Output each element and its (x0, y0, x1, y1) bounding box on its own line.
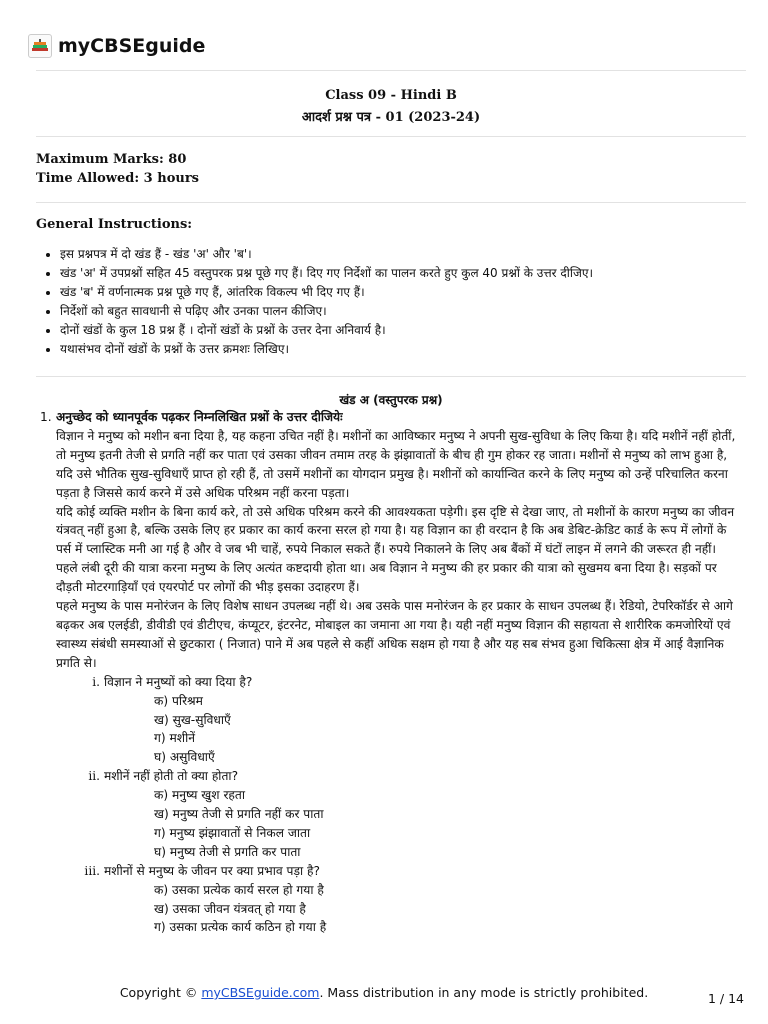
instructions-divider (36, 376, 746, 377)
instruction-item: • खंड 'ब' में वर्णनात्मक प्रश्न पूछे गए हैं, आंतरिक विकल्प भी दिए गए हैं। (60, 283, 760, 302)
option: ख) सुख-सुविधाएँ (154, 712, 231, 727)
option: ग) मशीनें (154, 731, 195, 746)
site-link[interactable]: myCBSEguide.com (201, 985, 320, 1000)
class-line: Class 09 - Hindi B (325, 88, 457, 103)
page-number: 1 / 14 (707, 991, 744, 1006)
option: क) परिश्रम (154, 693, 203, 708)
books-logo-icon (28, 34, 52, 58)
site-header (28, 30, 205, 62)
copyright-suffix: . Mass distribution in any mode is strictly prohibited. (319, 985, 649, 1000)
subquestion (88, 767, 740, 862)
meta-divider (36, 202, 746, 203)
option: ख) उसका जीवन यंत्रवत् हो गया है (154, 901, 306, 916)
option: घ) मनुष्य तेजी से प्रगति कर पाता (154, 844, 301, 859)
option: ग) उसका प्रत्येक कार्य कठिन हो गया है (154, 920, 327, 935)
option: क) उसका प्रत्येक कार्य सरल हो गया है (154, 882, 324, 897)
option: घ) असुविधाएँ (154, 750, 215, 765)
option: क) मनुष्य खुश रहता (154, 788, 246, 803)
copyright-footer (0, 985, 768, 1000)
subquestion-number: iii. (84, 863, 100, 878)
subquestion-number: ii. (88, 769, 100, 784)
passage-paragraph: पहले लंबी दूरी की यात्रा करना मनुष्य के लिए अत्यंत कष्टदायी होता था। अब विज्ञान ने मनुष्य की हर प्रकार की यात्रा को सुखमय बना दिया है। सड़कों पर दौड़ती मोटरगाड़ियाँ एवं एयरपोर्ट पर लोगों की भीड़ इसका उदाहरण हैं। (56, 561, 717, 595)
question-title: अनुच्छेद को ध्यानपूर्वक पढ़कर निम्नलिखित प्रश्नों के उत्तर दीजियेः (56, 410, 343, 424)
question-number: 1. (40, 410, 52, 424)
subquestion-number: i. (92, 674, 100, 689)
paper-title: आदर्श प्रश्न पत्र - 01 (2023-24) (301, 110, 481, 125)
question-1 (40, 408, 740, 937)
subquestion-text: विज्ञान ने मनुष्यों को क्या दिया है? (104, 674, 253, 689)
instructions-title: General Instructions: (36, 217, 193, 232)
time-allowed: Time Allowed: 3 hours (36, 171, 199, 186)
subquestion (84, 862, 740, 938)
option: ग) मनुष्य झंझावातों से निकल जाता (154, 825, 311, 840)
instruction-item: • खंड 'अ' में उपप्रश्नों सहित 45 वस्तुपरक प्रश्न पूछे गए हैं। दिए गए निर्देशों का पालन करते हुए कुल 40 प्रश्नों के उत्तर दीजिए। (60, 264, 760, 283)
instruction-item: • दोनों खंडों के कुल 18 प्रश्न हैं । दोनों खंडों के प्रश्नों के उत्तर देना अनिवार्य है। (60, 321, 760, 340)
subquestion-text: मशीनों से मनुष्य के जीवन पर क्या प्रभाव पड़ा है? (104, 863, 320, 878)
instruction-item: • निर्देशों को बहुत सावधानी से पढ़िए और उनका पालन कीजिए। (60, 302, 760, 321)
passage-paragraph: पहले मनुष्य के पास मनोरंजन के लिए विशेष साधन उपलब्ध नहीं थे। अब उसके पास मनोरंजन के हर प्रकार के साधन उपलब्ध हैं। रेडियो, टेपरिकॉर्डर से आगे बढ़कर अब एलईडी, डीवीडी एवं डीटीएच, कंप्यूटर, इंटरनेट, मोबाइल का जमाना आ गया है। यही नहीं मनुष्य विज्ञान की सहायता से शारीरिक कमजोरियों एवं स्वास्थ्य संबंधी समस्याओं से छुटकारा ( निजात) पाने में अब पहले से कहीं अधिक सक्षम हो गया है और यह सब संभव हुआ चिकित्सा क्षेत्र में आई वैज्ञानिक प्रगति से। (56, 599, 733, 670)
instructions-list (36, 245, 760, 359)
copyright-prefix: Copyright © (119, 985, 202, 1000)
instruction-item: • इस प्रश्नपत्र में दो खंड हैं - खंड 'अ' और 'ब'। (60, 245, 760, 264)
title-divider (36, 136, 746, 137)
subquestion (88, 673, 740, 768)
subquestion-text: मशीनें नहीं होती तो क्या होता? (104, 769, 239, 784)
passage-paragraph: यदि कोई व्यक्ति मशीन के बिना कार्य करे, तो उसे अधिक परिश्रम करने की आवश्यकता पड़ेगी। इस दृष्टि से देखा जाए, तो मशीनों के कारण मनुष्य का जीवन यंत्रवत् नहीं हुआ है, बल्कि उसके लिए हर प्रकार का कार्य करना सरल हो गया है। यह विज्ञान का ही वरदान है कि अब डेबिट-क्रेडिट कार्ड के रूप में लोगों के पर्स में प्लास्टिक मनी आ गई है और वे जब भी चाहें, रुपये निकाल सकते हैं। रुपये निकालने के लिए अब बैंकों में घंटों लाइन में लगने की जरूरत ही नहीं। (56, 504, 735, 557)
header-divider (36, 70, 746, 71)
section-title: खंड अ (वस्तुपरक प्रश्न) (339, 393, 443, 407)
instruction-item: • यथासंभव दोनों खंडों के प्रश्नों के उत्तर क्रमशः लिखिए। (60, 340, 760, 359)
brand-name[interactable]: myCBSEguide (58, 35, 206, 57)
passage-paragraph: विज्ञान ने मनुष्य को मशीन बना दिया है, यह कहना उचित नहीं है। मशीनों का आविष्कार मनुष्य ने अपनी सुख-सुविधा के लिए किया है। यदि मशीनें नहीं होतीं, तो मनुष्य इतनी तेजी से प्रगति नहीं कर पाता एवं उसका जीवन तमाम तरह के झंझावातों के बीच ही गुम होकर रह जाता। मशीनों से मनुष्य को लाभ हुआ है, यदि उसे भौतिक सुख-सुविधाएँ प्राप्त हो रही हैं, तो उसमें मशीनों का योगदान प्रमुख है। मशीनों को कार्यान्वित करने के लिए मनुष्य को उन्हें परिचालित करना पड़ता है जिससे कार्य करने में उसे अधिक परिश्रम नहीं करना पड़ता। (56, 428, 736, 500)
option: ख) मनुष्य तेजी से प्रगति नहीं कर पाता (154, 807, 324, 822)
maximum-marks: Maximum Marks: 80 (36, 152, 187, 167)
